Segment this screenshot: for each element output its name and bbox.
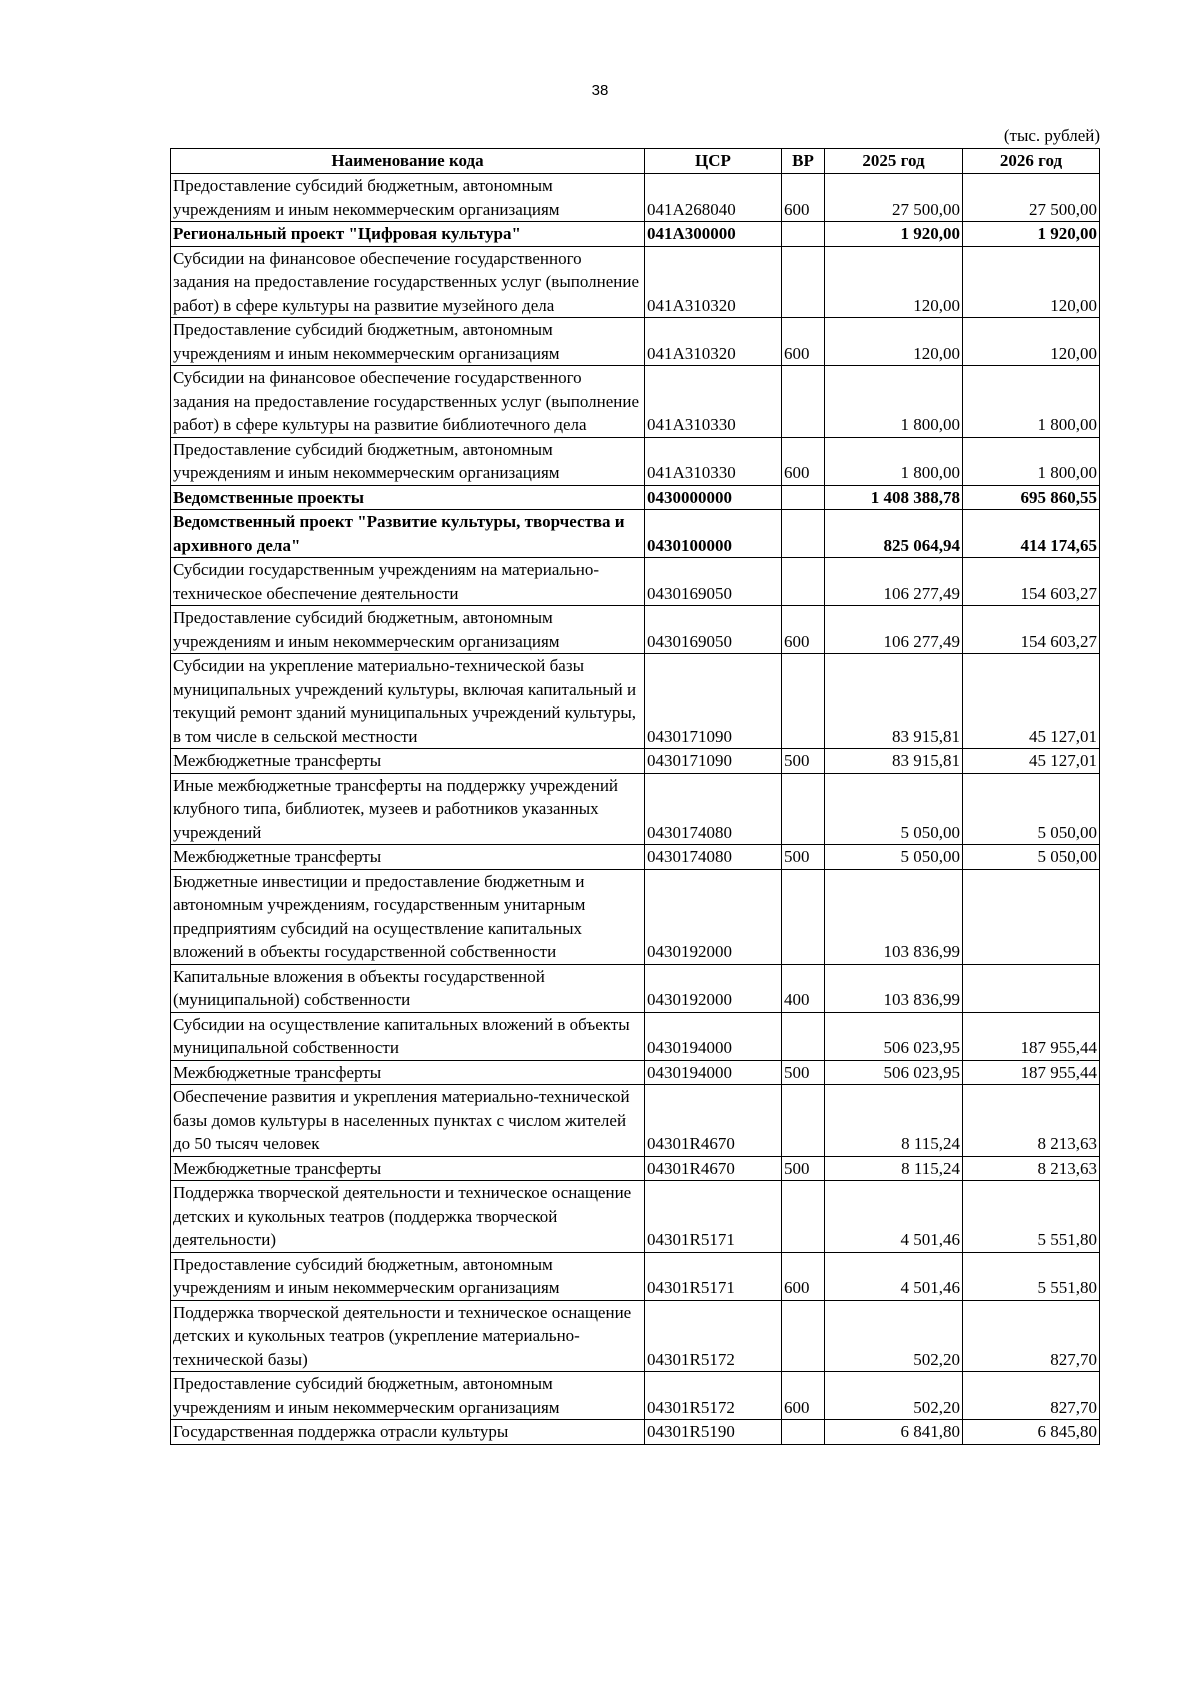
cell-name: Предоставление субсидий бюджетным, автономным учреждениям и иным некоммерческим организациям bbox=[171, 606, 645, 654]
table-row bbox=[171, 222, 1100, 247]
cell-y2025: 27 500,00 bbox=[825, 174, 963, 222]
cell-code: 04301R5172 bbox=[645, 1300, 782, 1372]
cell-y2025: 1 408 388,78 bbox=[825, 485, 963, 510]
cell-y2026: 154 603,27 bbox=[963, 558, 1100, 606]
cell-y2026: 5 551,80 bbox=[963, 1252, 1100, 1300]
table-row bbox=[171, 654, 1100, 749]
cell-y2025: 506 023,95 bbox=[825, 1060, 963, 1085]
table-row bbox=[171, 1300, 1100, 1372]
cell-y2025: 502,20 bbox=[825, 1372, 963, 1420]
cell-y2026 bbox=[963, 869, 1100, 964]
cell-name: Межбюджетные трансферты bbox=[171, 845, 645, 870]
table-row bbox=[171, 437, 1100, 485]
table-row bbox=[171, 845, 1100, 870]
cell-code: 0430194000 bbox=[645, 1012, 782, 1060]
cell-y2025: 4 501,46 bbox=[825, 1252, 963, 1300]
cell-code: 0430192000 bbox=[645, 869, 782, 964]
cell-y2025: 825 064,94 bbox=[825, 510, 963, 558]
cell-y2026: 5 551,80 bbox=[963, 1181, 1100, 1253]
cell-name: Предоставление субсидий бюджетным, автономным учреждениям и иным некоммерческим организациям bbox=[171, 1252, 645, 1300]
cell-vr: 500 bbox=[782, 749, 825, 774]
header-name: Наименование кода bbox=[171, 149, 645, 174]
cell-code: 04301R4670 bbox=[645, 1156, 782, 1181]
cell-y2025: 6 841,80 bbox=[825, 1420, 963, 1445]
cell-y2025: 106 277,49 bbox=[825, 558, 963, 606]
cell-y2025: 506 023,95 bbox=[825, 1012, 963, 1060]
cell-code: 0430171090 bbox=[645, 654, 782, 749]
header-csr: ЦСР bbox=[645, 149, 782, 174]
cell-name: Субсидии на финансовое обеспечение государственного задания на предоставление государственных услуг (выполнение работ) в сфере культуры на развитие музейного дела bbox=[171, 246, 645, 318]
cell-code: 04301R5171 bbox=[645, 1252, 782, 1300]
cell-vr bbox=[782, 485, 825, 510]
table-row bbox=[171, 749, 1100, 774]
cell-code: 0430000000 bbox=[645, 485, 782, 510]
table-row bbox=[171, 773, 1100, 845]
cell-code: 0430192000 bbox=[645, 964, 782, 1012]
cell-name: Поддержка творческой деятельности и техническое оснащение детских и кукольных театров (укрепление материально-технической базы) bbox=[171, 1300, 645, 1372]
cell-y2026: 827,70 bbox=[963, 1372, 1100, 1420]
table-row bbox=[171, 246, 1100, 318]
cell-y2026: 120,00 bbox=[963, 246, 1100, 318]
table-row bbox=[171, 1085, 1100, 1157]
table-header-row bbox=[171, 149, 1100, 174]
cell-y2026: 1 920,00 bbox=[963, 222, 1100, 247]
cell-vr bbox=[782, 869, 825, 964]
cell-code: 041A300000 bbox=[645, 222, 782, 247]
cell-y2025: 1 920,00 bbox=[825, 222, 963, 247]
table-row bbox=[171, 1181, 1100, 1253]
cell-y2026: 414 174,65 bbox=[963, 510, 1100, 558]
cell-vr: 600 bbox=[782, 174, 825, 222]
table-row bbox=[171, 1372, 1100, 1420]
cell-y2026: 187 955,44 bbox=[963, 1060, 1100, 1085]
table-row bbox=[171, 1420, 1100, 1445]
cell-y2025: 5 050,00 bbox=[825, 845, 963, 870]
cell-vr: 400 bbox=[782, 964, 825, 1012]
cell-vr bbox=[782, 246, 825, 318]
cell-y2025: 120,00 bbox=[825, 246, 963, 318]
table-row bbox=[171, 869, 1100, 964]
cell-name: Субсидии на финансовое обеспечение государственного задания на предоставление государственных услуг (выполнение работ) в сфере культуры на развитие библиотечного дела bbox=[171, 366, 645, 438]
cell-y2025: 103 836,99 bbox=[825, 869, 963, 964]
cell-code: 0430100000 bbox=[645, 510, 782, 558]
cell-vr bbox=[782, 1300, 825, 1372]
cell-name: Предоставление субсидий бюджетным, автономным учреждениям и иным некоммерческим организациям bbox=[171, 437, 645, 485]
cell-vr bbox=[782, 1012, 825, 1060]
cell-name: Ведомственный проект "Развитие культуры, творчества и архивного дела" bbox=[171, 510, 645, 558]
cell-name: Субсидии государственным учреждениям на материально-техническое обеспечение деятельности bbox=[171, 558, 645, 606]
cell-y2026 bbox=[963, 964, 1100, 1012]
cell-y2025: 106 277,49 bbox=[825, 606, 963, 654]
cell-code: 0430169050 bbox=[645, 558, 782, 606]
cell-code: 04301R5172 bbox=[645, 1372, 782, 1420]
page-number: 38 bbox=[591, 82, 609, 99]
cell-code: 041A310330 bbox=[645, 366, 782, 438]
cell-y2026: 6 845,80 bbox=[963, 1420, 1100, 1445]
cell-name: Предоставление субсидий бюджетным, автономным учреждениям и иным некоммерческим организациям bbox=[171, 1372, 645, 1420]
cell-y2026: 5 050,00 bbox=[963, 773, 1100, 845]
cell-name: Бюджетные инвестиции и предоставление бюджетным и автономным учреждениям, государственным унитарным предприятиям субсидий на осуществление капитальных вложений в объекты государственной собственности bbox=[171, 869, 645, 964]
cell-vr bbox=[782, 773, 825, 845]
cell-name: Ведомственные проекты bbox=[171, 485, 645, 510]
cell-code: 04301R5190 bbox=[645, 1420, 782, 1445]
cell-y2026: 8 213,63 bbox=[963, 1156, 1100, 1181]
cell-vr bbox=[782, 654, 825, 749]
budget-table bbox=[170, 148, 1100, 1445]
cell-y2026: 27 500,00 bbox=[963, 174, 1100, 222]
cell-y2025: 83 915,81 bbox=[825, 654, 963, 749]
cell-y2026: 1 800,00 bbox=[963, 366, 1100, 438]
table-row bbox=[171, 366, 1100, 438]
header-2025: 2025 год bbox=[825, 149, 963, 174]
cell-vr: 600 bbox=[782, 1252, 825, 1300]
cell-y2025: 8 115,24 bbox=[825, 1085, 963, 1157]
cell-y2025: 1 800,00 bbox=[825, 437, 963, 485]
header-2026: 2026 год bbox=[963, 149, 1100, 174]
cell-y2026: 8 213,63 bbox=[963, 1085, 1100, 1157]
cell-code: 0430174080 bbox=[645, 773, 782, 845]
cell-name: Региональный проект "Цифровая культура" bbox=[171, 222, 645, 247]
cell-y2026: 187 955,44 bbox=[963, 1012, 1100, 1060]
cell-name: Иные межбюджетные трансферты на поддержку учреждений клубного типа, библиотек, музеев и работников указанных учреждений bbox=[171, 773, 645, 845]
cell-vr bbox=[782, 1085, 825, 1157]
cell-y2025: 83 915,81 bbox=[825, 749, 963, 774]
units-label: (тыс. рублей) bbox=[1003, 126, 1100, 145]
cell-name: Поддержка творческой деятельности и техническое оснащение детских и кукольных театров (поддержка творческой деятельности) bbox=[171, 1181, 645, 1253]
table-row bbox=[171, 1156, 1100, 1181]
cell-code: 041A310330 bbox=[645, 437, 782, 485]
cell-y2025: 1 800,00 bbox=[825, 366, 963, 438]
cell-y2026: 827,70 bbox=[963, 1300, 1100, 1372]
cell-name: Капитальные вложения в объекты государственной (муниципальной) собственности bbox=[171, 964, 645, 1012]
cell-code: 04301R4670 bbox=[645, 1085, 782, 1157]
cell-vr bbox=[782, 366, 825, 438]
table-row bbox=[171, 1252, 1100, 1300]
table-row bbox=[171, 510, 1100, 558]
cell-vr: 600 bbox=[782, 437, 825, 485]
table-row bbox=[171, 964, 1100, 1012]
cell-name: Предоставление субсидий бюджетным, автономным учреждениям и иным некоммерческим организациям bbox=[171, 174, 645, 222]
table-row bbox=[171, 558, 1100, 606]
cell-y2026: 1 800,00 bbox=[963, 437, 1100, 485]
cell-y2026: 154 603,27 bbox=[963, 606, 1100, 654]
cell-y2026: 120,00 bbox=[963, 318, 1100, 366]
table-row bbox=[171, 318, 1100, 366]
cell-vr: 600 bbox=[782, 1372, 825, 1420]
cell-y2025: 5 050,00 bbox=[825, 773, 963, 845]
cell-code: 041A268040 bbox=[645, 174, 782, 222]
cell-vr: 600 bbox=[782, 318, 825, 366]
cell-code: 0430174080 bbox=[645, 845, 782, 870]
table-row bbox=[171, 606, 1100, 654]
table-body bbox=[171, 174, 1100, 1445]
cell-code: 0430171090 bbox=[645, 749, 782, 774]
cell-code: 0430169050 bbox=[645, 606, 782, 654]
cell-vr bbox=[782, 558, 825, 606]
cell-vr bbox=[782, 1420, 825, 1445]
table-row bbox=[171, 485, 1100, 510]
cell-code: 0430194000 bbox=[645, 1060, 782, 1085]
cell-vr: 500 bbox=[782, 1156, 825, 1181]
cell-y2025: 4 501,46 bbox=[825, 1181, 963, 1253]
table-row bbox=[171, 174, 1100, 222]
cell-name: Межбюджетные трансферты bbox=[171, 749, 645, 774]
cell-code: 04301R5171 bbox=[645, 1181, 782, 1253]
cell-name: Межбюджетные трансферты bbox=[171, 1156, 645, 1181]
cell-y2025: 502,20 bbox=[825, 1300, 963, 1372]
table-row bbox=[171, 1060, 1100, 1085]
header-vr: ВР bbox=[782, 149, 825, 174]
cell-code: 041A310320 bbox=[645, 246, 782, 318]
cell-name: Межбюджетные трансферты bbox=[171, 1060, 645, 1085]
table-row bbox=[171, 1012, 1100, 1060]
cell-vr bbox=[782, 222, 825, 247]
cell-y2026: 5 050,00 bbox=[963, 845, 1100, 870]
cell-y2026: 695 860,55 bbox=[963, 485, 1100, 510]
cell-name: Субсидии на осуществление капитальных вложений в объекты муниципальной собственности bbox=[171, 1012, 645, 1060]
cell-y2026: 45 127,01 bbox=[963, 654, 1100, 749]
cell-vr: 500 bbox=[782, 845, 825, 870]
cell-vr bbox=[782, 510, 825, 558]
cell-vr: 500 bbox=[782, 1060, 825, 1085]
cell-y2025: 8 115,24 bbox=[825, 1156, 963, 1181]
cell-y2025: 120,00 bbox=[825, 318, 963, 366]
cell-name: Обеспечение развития и укрепления материально-технической базы домов культуры в населенных пунктах с числом жителей до 50 тысяч человек bbox=[171, 1085, 645, 1157]
cell-vr: 600 bbox=[782, 606, 825, 654]
cell-y2026: 45 127,01 bbox=[963, 749, 1100, 774]
cell-code: 041A310320 bbox=[645, 318, 782, 366]
cell-y2025: 103 836,99 bbox=[825, 964, 963, 1012]
cell-name: Предоставление субсидий бюджетным, автономным учреждениям и иным некоммерческим организациям bbox=[171, 318, 645, 366]
cell-name: Государственная поддержка отрасли культуры bbox=[171, 1420, 645, 1445]
cell-vr bbox=[782, 1181, 825, 1253]
cell-name: Субсидии на укрепление материально-технической базы муниципальных учреждений культуры, включая капитальный и текущий ремонт зданий муниципальных учреждений культуры, в том числе в сельской местности bbox=[171, 654, 645, 749]
